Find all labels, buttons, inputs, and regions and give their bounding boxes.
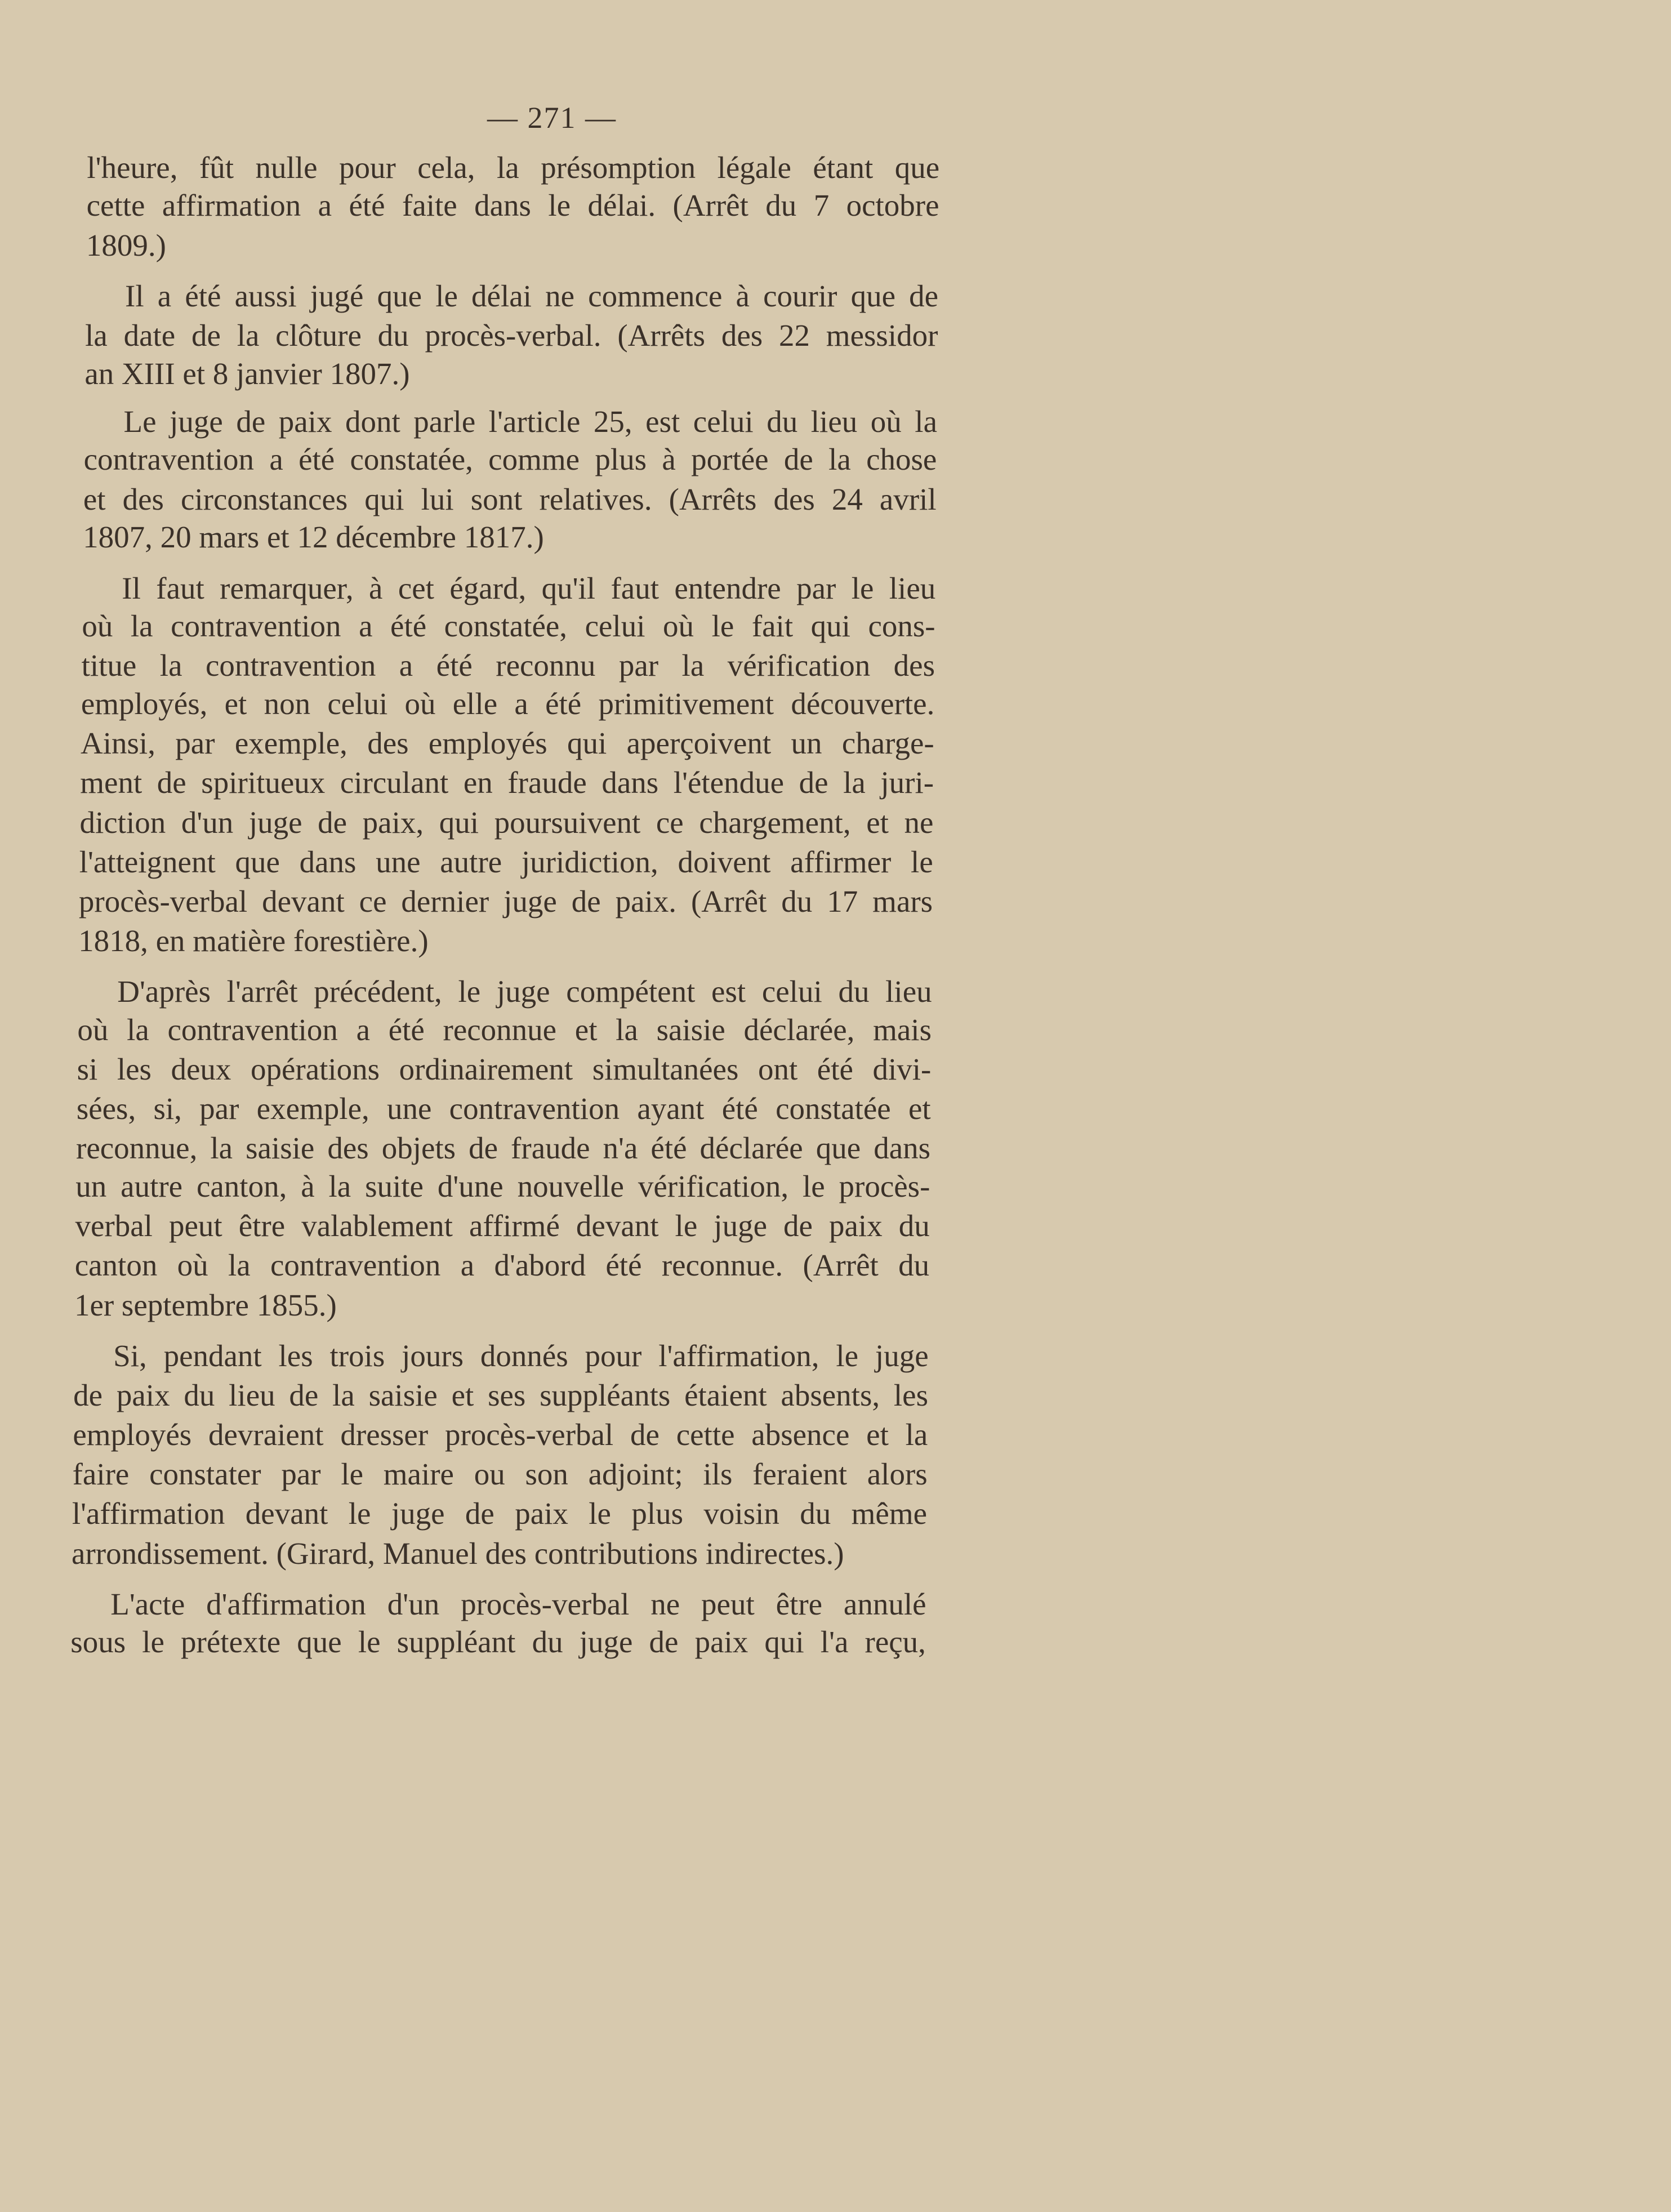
text-line: Le juge de paix dont parle l'article 25, est celui du lieu où la — [123, 404, 937, 439]
text-line: canton où la contravention a d'abord été reconnue. (Arrêt du — [74, 1248, 930, 1283]
text-line: l'affirmation devant le juge de paix le plus voisin du même — [72, 1496, 928, 1531]
text-line: Ainsi, par exemple, des employés qui aperçoivent un charge- — [81, 726, 934, 761]
text-line: 1807, 20 mars et 12 décembre 1817.) — [83, 520, 544, 555]
text-line: où la contravention a été constatée, celui où le fait qui cons- — [82, 609, 935, 644]
text-line: verbal peut être valablement affirmé devant le juge de paix du — [75, 1208, 930, 1243]
text-line: la date de la clôture du procès-verbal. (Arrêts des 22 messidor — [85, 318, 938, 353]
text-line: et des circonstances qui lui sont relatives. (Arrêts des 24 avril — [83, 481, 937, 516]
text-line: arrondissement. (Girard, Manuel des contributions indirectes.) — [72, 1536, 844, 1571]
text-line: faire constater par le maire ou son adjoint; ils feraient alors — [72, 1457, 928, 1492]
text-line: cette affirmation a été faite dans le délai. (Arrêt du 7 octobre — [86, 188, 939, 223]
text-line: sous le prétexte que le suppléant du juge de paix qui l'a reçu, — [70, 1625, 926, 1660]
text-line: 1818, en matière forestière.) — [78, 924, 429, 958]
text-line: L'acte d'affirmation d'un procès-verbal ne peut être annulé — [110, 1586, 926, 1621]
text-line: diction d'un juge de paix, qui poursuivent ce chargement, et ne — [79, 805, 934, 840]
text-line: de paix du lieu de la saisie et ses suppléants étaient absents, les — [73, 1377, 928, 1412]
text-line: l'heure, fût nulle pour cela, la présomption légale étant que — [87, 150, 940, 185]
text-line: si les deux opérations ordinairement simultanées ont été divi- — [77, 1052, 932, 1087]
text-line: sées, si, par exemple, une contravention ayant été constatée et — [76, 1091, 931, 1126]
text-line: 1809.) — [86, 228, 166, 262]
text-line: D'après l'arrêt précédent, le juge compétent est celui du lieu — [117, 974, 932, 1009]
text-line: l'atteignent que dans une autre juridiction, doivent affirmer le — [79, 844, 933, 879]
text-line: Il a été aussi jugé que le délai ne commence à courir que de — [125, 278, 939, 313]
text-line: an XIII et 8 janvier 1807.) — [84, 356, 410, 391]
text-line: contravention a été constatée, comme plus à portée de la chose — [83, 442, 937, 477]
text-line: un autre canton, à la suite d'une nouvelle vérification, le procès- — [75, 1169, 930, 1204]
text-line: Il faut remarquer, à cet égard, qu'il faut entendre par le lieu — [122, 570, 936, 605]
text-line: Si, pendant les trois jours donnés pour l'affirmation, le juge — [113, 1338, 929, 1373]
text-line: 1er septembre 1855.) — [74, 1287, 337, 1322]
text-line: reconnue, la saisie des objets de fraude n'a été déclarée que dans — [76, 1131, 931, 1166]
text-line: où la contravention a été reconnue et la saisie déclarée, mais — [77, 1012, 932, 1047]
text-line: ment de spiritueux circulant en fraude dans l'étendue de la juri- — [80, 765, 934, 800]
text-line: titue la contravention a été reconnu par la vérification des — [81, 648, 935, 683]
text-line: employés devraient dresser procès-verbal de cette absence et la — [73, 1417, 928, 1452]
text-line: procès-verbal devant ce dernier juge de paix. (Arrêt du 17 mars — [78, 884, 933, 918]
text-line: employés, et non celui où elle a été primitivement découverte. — [81, 686, 935, 721]
page-number: — 271 — — [487, 101, 617, 135]
